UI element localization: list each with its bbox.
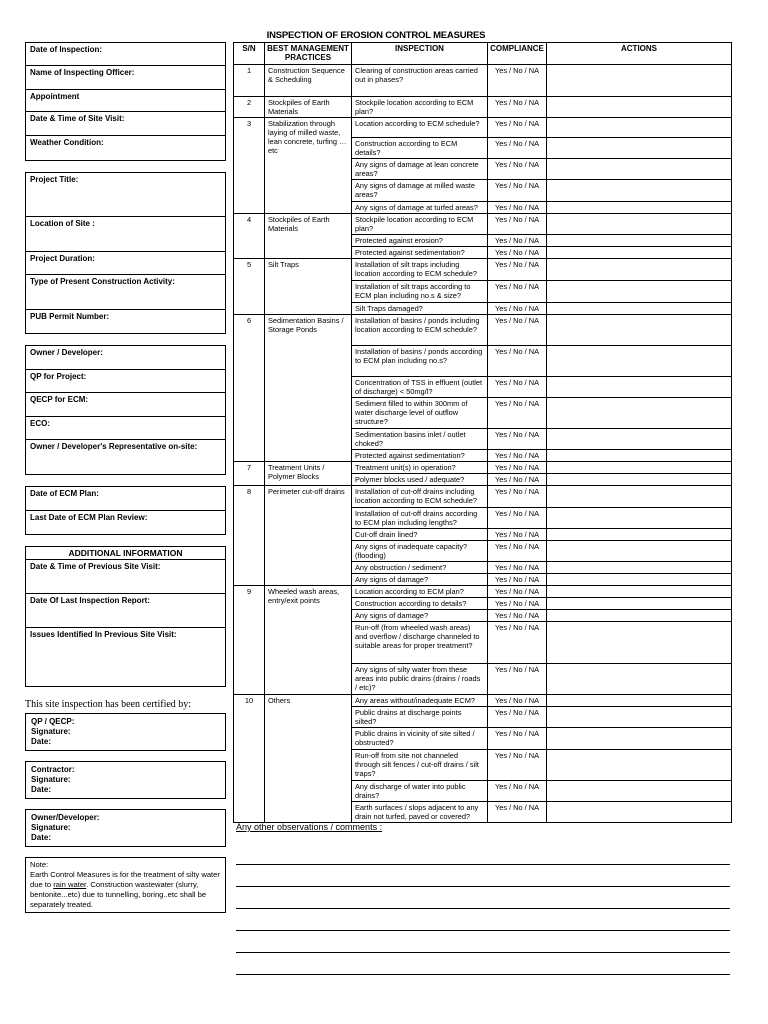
section-number: 6 (234, 315, 265, 462)
comment-line[interactable] (236, 864, 730, 865)
compliance-option[interactable]: Yes / No / NA (488, 695, 547, 707)
note-title: Note: (30, 860, 49, 869)
practice-name: Wheeled wash areas, entry/exit points (265, 586, 352, 695)
header-compliance: COMPLIANCE (488, 43, 547, 65)
inspection-item: Treatment unit(s) in operation? (352, 462, 488, 474)
practice-name: Stabilization through laying of milled waste, lean concrete, turfing …etc (265, 118, 352, 214)
practice-name: Perimeter cut-off drains (265, 486, 352, 586)
form-field[interactable]: PUB Permit Number: (30, 312, 110, 321)
compliance-option[interactable]: Yes / No / NA (488, 259, 547, 281)
actions-cell[interactable] (547, 247, 732, 259)
actions-cell[interactable] (547, 541, 732, 562)
practice-name: Sedimentation Basins / Storage Ponds (265, 315, 352, 462)
form-field[interactable]: Project Title: (26, 173, 225, 217)
form-field[interactable]: Name of Inspecting Officer: (26, 66, 225, 90)
form-title: INSPECTION OF EROSION CONTROL MEASURES (266, 30, 486, 41)
inspection-item: Stockpile location according to ECM plan? (352, 97, 488, 118)
practice-name: Silt Traps (265, 259, 352, 315)
header-inspection: INSPECTION (352, 43, 488, 65)
table-row (234, 118, 732, 138)
form-field[interactable]: Appointment (26, 90, 225, 112)
actions-cell[interactable] (547, 750, 732, 781)
inspection-item: Protected against sedimentation? (352, 450, 488, 462)
inspection-item: Run-off (from wheeled wash areas) and overflow / discharge channeled to suitable areas for proper treatment? (352, 622, 488, 664)
inspection-item: Installation of silt traps according to ECM plan including no.s & size? (352, 281, 488, 303)
compliance-option[interactable]: Yes / No / NA (488, 610, 547, 622)
signature-field-label: Date: (31, 737, 52, 746)
info-box (25, 42, 226, 161)
actions-cell[interactable] (547, 802, 732, 823)
compliance-option[interactable]: Yes / No / NA (488, 474, 547, 486)
compliance-option[interactable]: Yes / No / NA (488, 529, 547, 541)
table-row (234, 259, 732, 281)
inspection-item: Any signs of damage? (352, 610, 488, 622)
inspection-item: Installation of basins / ponds according to ECM plan including no.s? (352, 346, 488, 377)
actions-cell[interactable] (547, 462, 732, 474)
form-field[interactable]: QP for Project: (26, 370, 225, 393)
inspection-item: Any signs of damage at turfed areas? (352, 202, 488, 214)
actions-cell[interactable] (547, 562, 732, 574)
actions-cell[interactable] (547, 529, 732, 541)
compliance-option[interactable]: Yes / No / NA (488, 138, 547, 159)
form-field[interactable]: Date of ECM Plan: (26, 487, 225, 511)
inspection-item: Concentration of TSS in effluent (outlet of discharge) < 50mg/l? (352, 377, 488, 398)
signature-field-label: Signature: (31, 823, 71, 832)
signature-field-label: Date: (31, 833, 52, 842)
inspection-item: Installation of cut-off drains including location according to ECM schedule? (352, 486, 488, 508)
inspection-item: Sediment filled to within 300mm of water discharge level of outflow structure? (352, 398, 488, 429)
compliance-option[interactable]: Yes / No / NA (488, 303, 547, 315)
note-text: Earth Control Measures is for the treatment of silty water due to (30, 870, 220, 889)
compliance-option[interactable]: Yes / No / NA (488, 398, 547, 429)
section-number: 4 (234, 214, 265, 259)
compliance-option[interactable]: Yes / No / NA (488, 664, 547, 695)
form-field[interactable]: Date & Time of Previous Site Visit: (26, 560, 225, 594)
actions-cell[interactable] (547, 707, 732, 728)
form-field[interactable]: Owner / Developer's Representative on-site: (30, 442, 198, 451)
signature-field-label: Owner/Developer: (31, 813, 100, 822)
compliance-option[interactable]: Yes / No / NA (488, 202, 547, 214)
actions-cell[interactable] (547, 728, 732, 750)
table-row (234, 486, 732, 508)
signature-field-label: Date: (31, 785, 52, 794)
actions-cell[interactable] (547, 474, 732, 486)
signature-field-label: Contractor: (31, 765, 75, 774)
actions-cell[interactable] (547, 695, 732, 707)
section-number: 2 (234, 97, 265, 118)
inspection-item: Protected against erosion? (352, 235, 488, 247)
signature-field-label: Signature: (31, 775, 71, 784)
actions-cell[interactable] (547, 450, 732, 462)
inspection-item: Any signs of silty water from these areas into public drains (drains / roads / etc)? (352, 664, 488, 695)
section-number: 5 (234, 259, 265, 315)
section-number: 3 (234, 118, 265, 214)
table-row (234, 214, 732, 235)
compliance-option[interactable]: Yes / No / NA (488, 562, 547, 574)
compliance-option[interactable]: Yes / No / NA (488, 707, 547, 728)
compliance-option[interactable]: Yes / No / NA (488, 65, 547, 97)
compliance-option[interactable]: Yes / No / NA (488, 377, 547, 398)
actions-cell[interactable] (547, 610, 732, 622)
compliance-option[interactable]: Yes / No / NA (488, 486, 547, 508)
form-field[interactable]: Location of Site : (26, 217, 225, 252)
comment-line[interactable] (236, 974, 730, 975)
note-text: . Construction wastewater (slurry, bentonite...etc) due to tunnelling, boring..etc shall be separately treated. (30, 880, 207, 909)
actions-cell[interactable] (547, 486, 732, 508)
header-actions: ACTIONS (547, 43, 732, 65)
compliance-option[interactable]: Yes / No / NA (488, 180, 547, 202)
section-number: 10 (234, 695, 265, 823)
compliance-option[interactable]: Yes / No / NA (488, 429, 547, 450)
compliance-option[interactable]: Yes / No / NA (488, 97, 547, 118)
actions-cell[interactable] (547, 281, 732, 303)
form-field[interactable]: Owner / Developer: (26, 346, 225, 370)
comment-line[interactable] (236, 930, 730, 931)
table-row (234, 65, 732, 97)
actions-cell[interactable] (547, 664, 732, 695)
note-box (25, 857, 226, 913)
form-field[interactable]: Type of Present Construction Activity: (26, 275, 225, 310)
inspection-item: Any obstruction / sediment? (352, 562, 488, 574)
table-row (234, 586, 732, 598)
inspection-item: Construction according to details? (352, 598, 488, 610)
compliance-option[interactable]: Yes / No / NA (488, 508, 547, 529)
section-number: 1 (234, 65, 265, 97)
actions-cell[interactable] (547, 781, 732, 802)
inspection-item: Installation of basins / ponds including location according to ECM schedule? (352, 315, 488, 346)
observations-label: Any other observations / comments : (236, 822, 383, 832)
inspection-item: Location according to ECM schedule? (352, 118, 488, 138)
additional-info-box (25, 546, 226, 687)
actions-cell[interactable] (547, 259, 732, 281)
compliance-option[interactable]: Yes / No / NA (488, 281, 547, 303)
compliance-option[interactable]: Yes / No / NA (488, 450, 547, 462)
actions-cell[interactable] (547, 574, 732, 586)
practice-name: Treatment Units / Polymer Blocks (265, 462, 352, 486)
actions-cell[interactable] (547, 377, 732, 398)
inspection-item: Any signs of damage at lean concrete areas? (352, 159, 488, 180)
info-box (25, 172, 226, 334)
compliance-option[interactable]: Yes / No / NA (488, 346, 547, 377)
compliance-option[interactable]: Yes / No / NA (488, 247, 547, 259)
actions-cell[interactable] (547, 202, 732, 214)
form-field[interactable]: QECP for ECM: (26, 393, 225, 417)
compliance-option[interactable]: Yes / No / NA (488, 235, 547, 247)
signature-box[interactable] (25, 761, 226, 799)
form-field[interactable]: Project Duration: (26, 252, 225, 275)
inspection-item: Installation of silt traps including location according to ECM schedule? (352, 259, 488, 281)
form-field[interactable]: Weather Condition: (30, 138, 104, 147)
table-header-row (234, 43, 732, 65)
compliance-option[interactable]: Yes / No / NA (488, 781, 547, 802)
form-field[interactable]: Issues Identified In Previous Site Visit: (30, 630, 177, 639)
inspection-item: Silt Traps damaged? (352, 303, 488, 315)
table-row (234, 97, 732, 118)
actions-cell[interactable] (547, 315, 732, 346)
practice-name: Construction Sequence & Scheduling (265, 65, 352, 97)
inspection-item: Any signs of damage at milled waste areas? (352, 180, 488, 202)
actions-cell[interactable] (547, 622, 732, 664)
actions-cell[interactable] (547, 346, 732, 377)
actions-cell[interactable] (547, 303, 732, 315)
actions-cell[interactable] (547, 214, 732, 235)
actions-cell[interactable] (547, 235, 732, 247)
signature-field-label: QP / QECP: (31, 717, 75, 726)
actions-cell[interactable] (547, 429, 732, 450)
left-panel (25, 42, 226, 913)
inspection-item: Any areas without/inadequate ECM? (352, 695, 488, 707)
actions-cell[interactable] (547, 159, 732, 180)
inspection-item: Construction according to ECM details? (352, 138, 488, 159)
compliance-option[interactable]: Yes / No / NA (488, 462, 547, 474)
table-row (234, 695, 732, 707)
actions-cell[interactable] (547, 65, 732, 97)
actions-cell[interactable] (547, 118, 732, 138)
actions-cell[interactable] (547, 97, 732, 118)
additional-info-header: ADDITIONAL INFORMATION (26, 547, 225, 560)
compliance-option[interactable]: Yes / No / NA (488, 315, 547, 346)
compliance-option[interactable]: Yes / No / NA (488, 750, 547, 781)
compliance-option[interactable]: Yes / No / NA (488, 118, 547, 138)
compliance-option[interactable]: Yes / No / NA (488, 622, 547, 664)
compliance-option[interactable]: Yes / No / NA (488, 574, 547, 586)
inspection-item: Cut-off drain lined? (352, 529, 488, 541)
practice-name: Stockpiles of Earth Materials (265, 214, 352, 259)
actions-cell[interactable] (547, 180, 732, 202)
actions-cell[interactable] (547, 598, 732, 610)
inspection-item: Location according to ECM plan? (352, 586, 488, 598)
comment-line[interactable] (236, 886, 730, 887)
actions-cell[interactable] (547, 508, 732, 529)
comment-line[interactable] (236, 908, 730, 909)
comment-line[interactable] (236, 952, 730, 953)
practice-name: Others (265, 695, 352, 823)
section-number: 7 (234, 462, 265, 486)
inspection-item: Polymer blocks used / adequate? (352, 474, 488, 486)
form-field[interactable]: ECO: (26, 417, 225, 440)
compliance-option[interactable]: Yes / No / NA (488, 586, 547, 598)
inspection-item: Public drains in vicinity of site silted / obstructed? (352, 728, 488, 750)
note-body (30, 870, 221, 910)
compliance-option[interactable]: Yes / No / NA (488, 159, 547, 180)
header-sn: S/N (234, 43, 265, 65)
table-row (234, 315, 732, 346)
compliance-option[interactable]: Yes / No / NA (488, 541, 547, 562)
compliance-option[interactable]: Yes / No / NA (488, 802, 547, 823)
signature-box[interactable] (25, 809, 226, 847)
inspection-item: Any discharge of water into public drains? (352, 781, 488, 802)
inspection-item: Earth surfaces / slops adjacent to any drain not turfed, paved or covered? (352, 802, 488, 823)
certification-text: This site inspection has been certified by: (25, 699, 192, 710)
info-box (25, 345, 226, 475)
section-number: 8 (234, 486, 265, 586)
form-field[interactable]: Date Of Last Inspection Report: (26, 594, 225, 628)
practice-name: Stockpiles of Earth Materials (265, 97, 352, 118)
compliance-option[interactable]: Yes / No / NA (488, 598, 547, 610)
compliance-option[interactable]: Yes / No / NA (488, 214, 547, 235)
actions-cell[interactable] (547, 398, 732, 429)
inspection-item: Public drains at discharge points silted? (352, 707, 488, 728)
inspection-item: Any signs of damage? (352, 574, 488, 586)
inspection-item: Sedimentation basins inlet / outlet choked? (352, 429, 488, 450)
actions-cell[interactable] (547, 586, 732, 598)
form-field[interactable]: Last Date of ECM Plan Review: (30, 513, 148, 522)
inspection-item: Any signs of inadequate capacity? (flooding) (352, 541, 488, 562)
info-box (25, 486, 226, 535)
inspection-item: Stockpile location according to ECM plan? (352, 214, 488, 235)
actions-cell[interactable] (547, 138, 732, 159)
signature-field-label: Signature: (31, 727, 71, 736)
table-row (234, 462, 732, 474)
compliance-option[interactable]: Yes / No / NA (488, 728, 547, 750)
inspection-item: Installation of cut-off drains according to ECM plan including lengths? (352, 508, 488, 529)
signature-box[interactable] (25, 713, 226, 751)
inspection-item: Protected against sedimentation? (352, 247, 488, 259)
note-underlined: rain water (53, 880, 87, 889)
header-practices: BEST MANAGEMENT PRACTICES (265, 43, 352, 65)
inspection-item: Clearing of construction areas carried out in phases? (352, 65, 488, 97)
form-field[interactable]: Date of Inspection: (26, 43, 225, 66)
form-field[interactable]: Date & Time of Site Visit: (26, 112, 225, 136)
inspection-table (233, 42, 732, 823)
inspection-item: Run-off from site not channeled through silt fences / cut-off drains / silt traps? (352, 750, 488, 781)
section-number: 9 (234, 586, 265, 695)
